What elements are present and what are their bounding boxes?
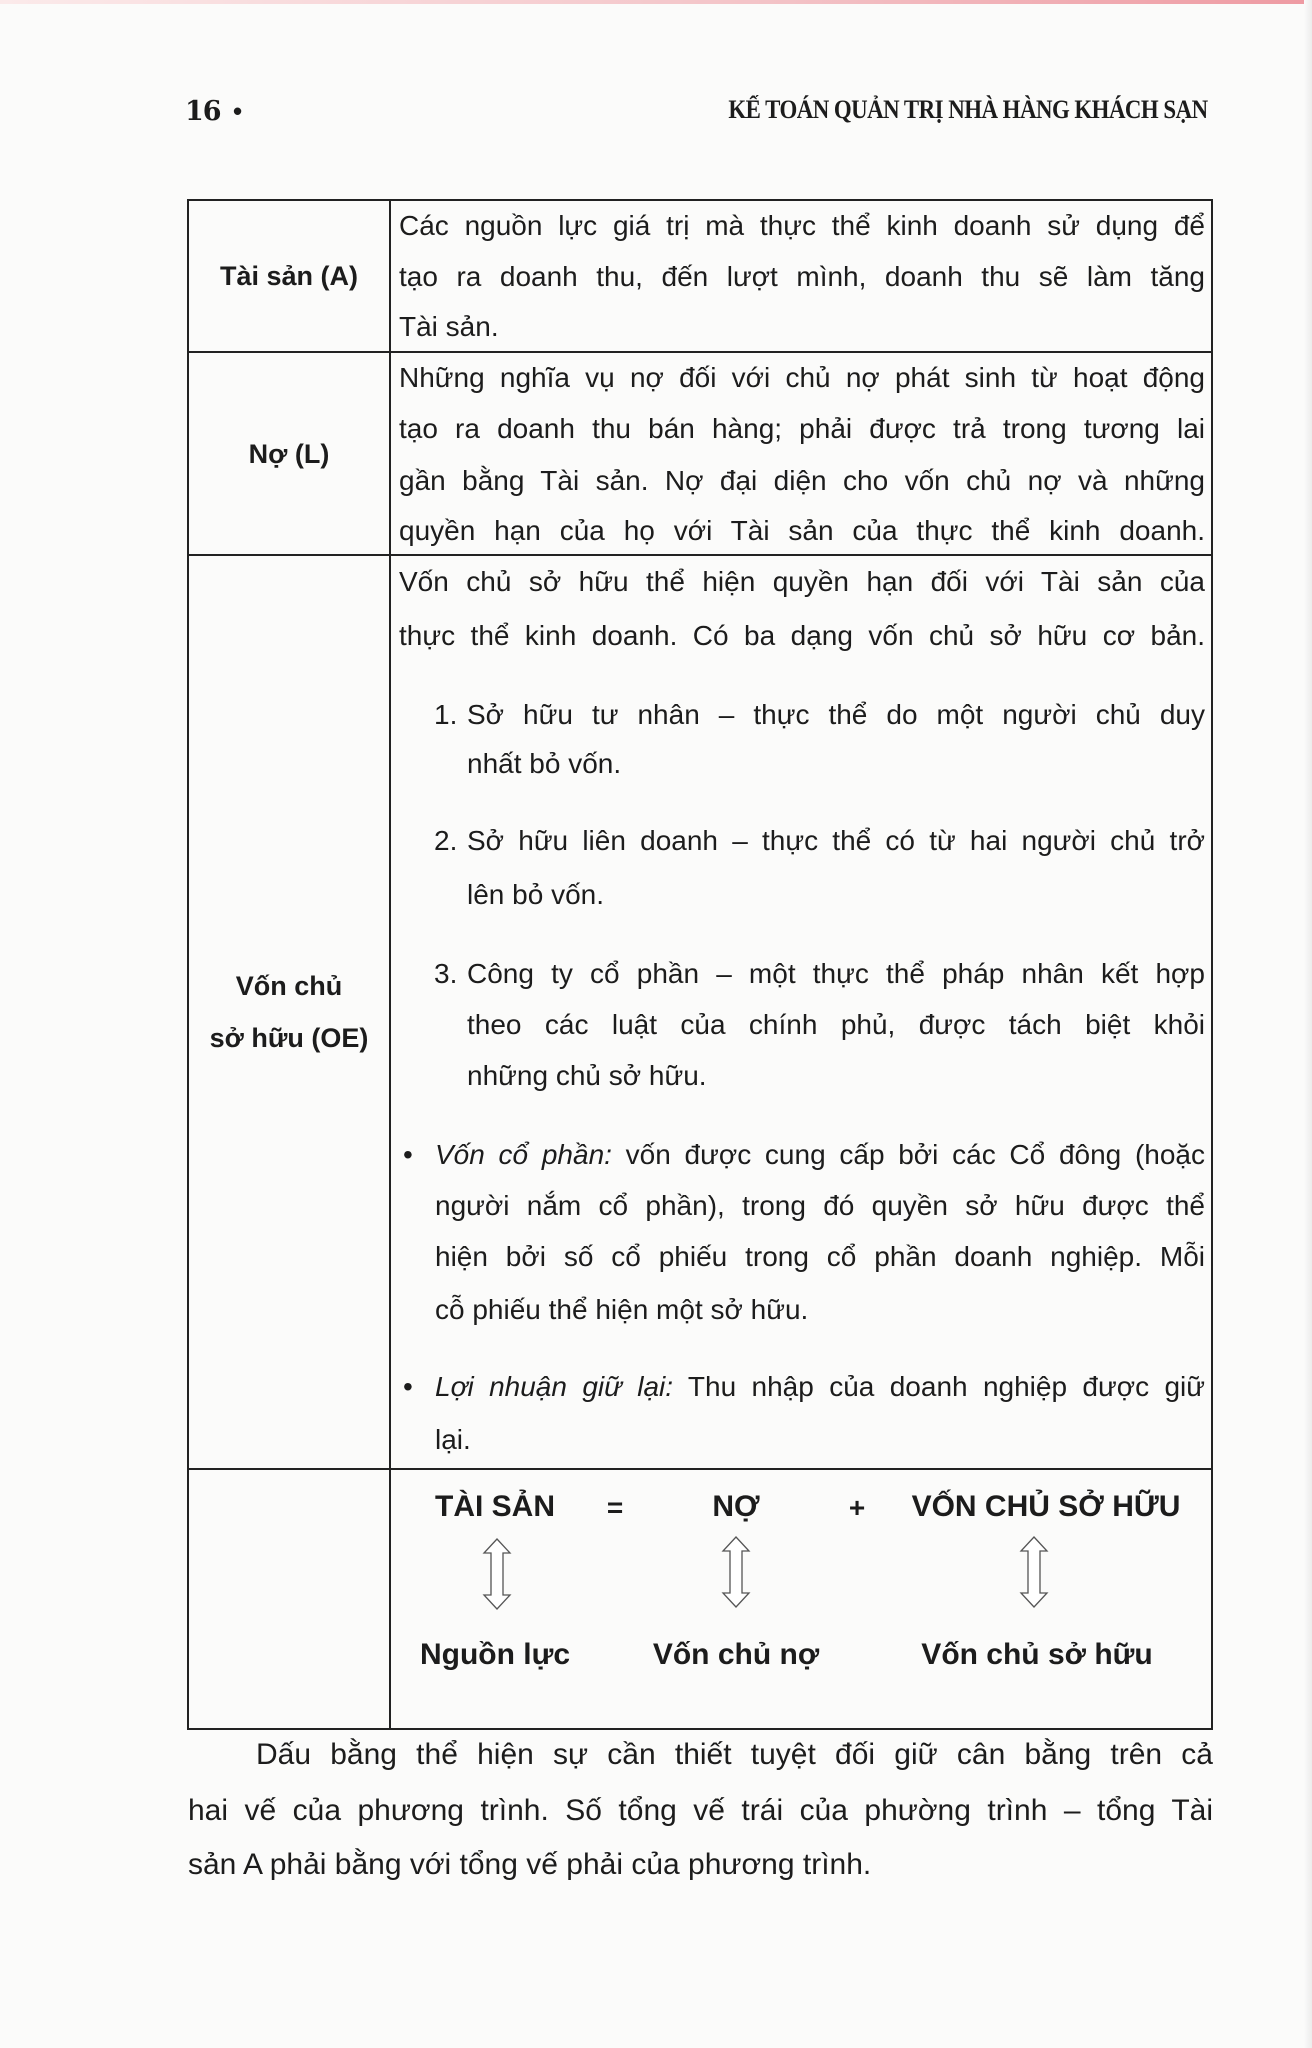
bullet-line: hiện bởi số cổ phiếu trong cổ phần doanh nghiệp. Mỗi xyxy=(435,1241,1205,1272)
term-cell xyxy=(189,353,391,554)
empty-term-cell xyxy=(189,1470,391,1728)
definition-line: Tài sản. xyxy=(399,311,499,342)
term-cell xyxy=(189,201,391,351)
bullet-label: Vốn cổ phần: xyxy=(435,1139,612,1170)
term-liabilities: Nợ (L) xyxy=(248,438,330,469)
bullet-line: cỗ phiếu thể hiện một sở hữu. xyxy=(435,1294,809,1325)
definition-line: Các nguồn lực giá trị mà thực thể kinh doanh sử dụng để xyxy=(399,210,1205,241)
definition-line: Vốn chủ sở hữu thể hiện quyền hạn đối với Tài sản của xyxy=(399,566,1205,597)
item-line: theo các luật của chính phủ, được tách biệt khỏi xyxy=(467,1009,1205,1040)
item-line: những chủ sở hữu. xyxy=(467,1060,707,1091)
paragraph-line: hai vế của phương trình. Số tổng vế trái của phường trình – tổng Tài xyxy=(188,1794,1213,1827)
equation-plus: + xyxy=(848,1492,866,1523)
label-owners-equity: Vốn chủ sở hữu xyxy=(921,1638,1153,1671)
term-cell xyxy=(189,556,391,1468)
definition-cell xyxy=(391,353,1211,554)
table-row-owners-equity xyxy=(187,554,1213,1470)
label-creditor-capital: Vốn chủ nợ xyxy=(652,1638,820,1671)
definition-cell xyxy=(391,556,1211,1468)
term-owners-equity-line-1: Vốn chủ xyxy=(235,971,343,1001)
equation-owners-equity: VỐN CHỦ SỞ HỮU xyxy=(911,1490,1181,1523)
equation-cell xyxy=(391,1470,1211,1728)
item-line: nhất bỏ vốn. xyxy=(467,748,622,779)
bullet-text: vốn được cung cấp bởi các Cổ đông (hoặc xyxy=(611,1139,1205,1170)
double-arrow-icon xyxy=(482,1538,512,1610)
scan-right-edge xyxy=(1304,0,1312,2048)
definition-line: quyền hạn của họ với Tài sản của thực thể kinh doanh. xyxy=(399,515,1205,546)
table-row-liabilities xyxy=(187,351,1213,556)
definition-line: Những nghĩa vụ nợ đối với chủ nợ phát sinh từ hoạt động xyxy=(399,362,1205,393)
definition-line: gần bằng Tài sản. Nợ đại diện cho vốn chủ nợ và những xyxy=(399,465,1205,496)
item-number: 1. xyxy=(434,699,458,730)
term-owners-equity-line-2: sở hữu (OE) xyxy=(209,1023,369,1053)
equation-equals: = xyxy=(606,1492,624,1523)
item-number: 3. xyxy=(434,958,458,989)
running-title: KẾ TOÁN QUẢN TRỊ NHÀ HÀNG KHÁCH SẠN xyxy=(728,95,1208,124)
paragraph-line: sản A phải bằng với tổng vế phải của phương trình. xyxy=(188,1848,872,1881)
bullet-line: người nắm cổ phần), trong đó quyền sở hữu được thể xyxy=(435,1190,1205,1221)
page-number: 16 xyxy=(185,96,221,127)
double-arrow-icon xyxy=(1019,1536,1049,1608)
scan-top-edge xyxy=(0,0,1312,4)
definition-cell xyxy=(391,201,1211,351)
table-row-assets xyxy=(187,199,1213,353)
item-line: lên bỏ vốn. xyxy=(467,879,604,910)
equation-assets: TÀI SẢN xyxy=(435,1490,555,1523)
definition-line: tạo ra doanh thu bán hàng; phải được trả trong tương lai xyxy=(399,413,1205,444)
item-line: Sở hữu tư nhân – thực thể do một người chủ duy xyxy=(467,699,1205,730)
definition-line: tạo ra doanh thu, đến lượt mình, doanh thu sẽ làm tăng xyxy=(399,261,1205,292)
term-assets: Tài sản (A) xyxy=(219,261,359,291)
label-resources: Nguồn lực xyxy=(419,1638,571,1671)
item-number: 2. xyxy=(434,825,458,856)
bullet-first-line xyxy=(435,1138,1205,1172)
equation-liabilities: NỢ xyxy=(712,1490,760,1523)
bullet-first-line xyxy=(435,1370,1205,1404)
item-line: Công ty cổ phần – một thực thể pháp nhân kết hợp xyxy=(467,958,1205,989)
table-row-equation xyxy=(187,1468,1213,1730)
header-separator: • xyxy=(233,96,243,126)
paragraph-line: Dấu bằng thể hiện sự cần thiết tuyệt đối giữ cân bằng trên cả xyxy=(256,1738,1213,1771)
bullet-text: Thu nhập của doanh nghiệp được giữ xyxy=(673,1371,1206,1402)
bullet-label: Lợi nhuận giữ lại: xyxy=(435,1371,674,1402)
definition-line: thực thể kinh doanh. Có ba dạng vốn chủ sở hữu cơ bản. xyxy=(399,620,1205,651)
bullet-icon: • xyxy=(403,1139,413,1170)
double-arrow-icon xyxy=(721,1536,751,1608)
item-line: Sở hữu liên doanh – thực thể có từ hai người chủ trở xyxy=(467,825,1205,856)
bullet-icon: • xyxy=(403,1371,413,1402)
bullet-line: lại. xyxy=(435,1424,471,1455)
